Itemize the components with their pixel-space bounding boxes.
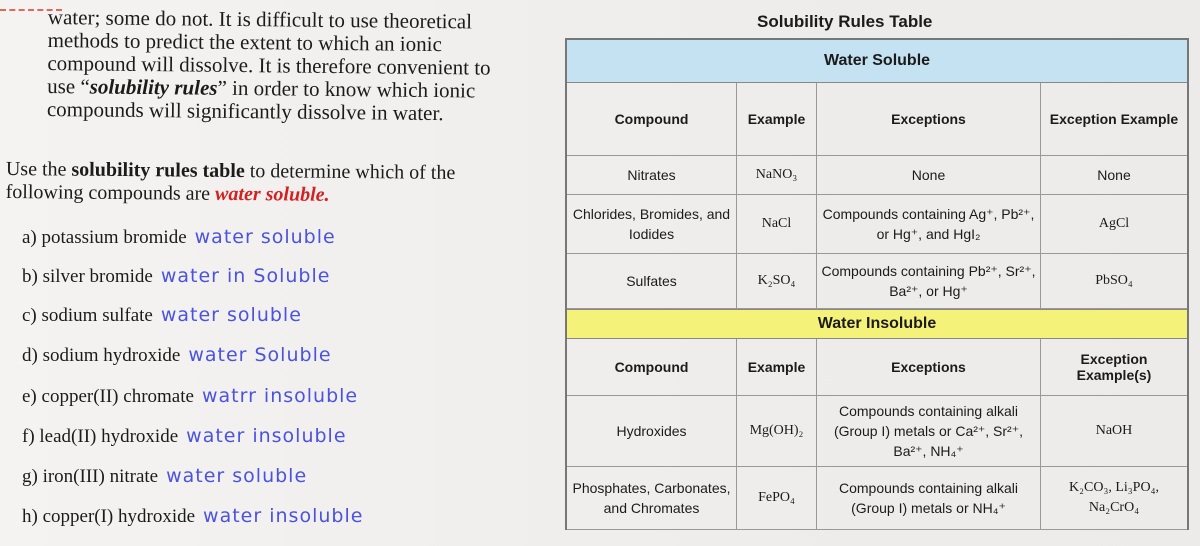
header-compound: Compound	[567, 83, 737, 155]
table-row: Hydroxides Mg(OH)₂ Compounds containing alkali (Group I) metals or Ca²⁺, Sr²⁺, Ba²⁺, NH₄⁺ NaOH	[567, 396, 1187, 467]
handwritten-answer: watrr insoluble	[201, 385, 359, 407]
intro-line: use “solubility rules” in order to know which ionic	[47, 73, 476, 103]
header-example: Example	[737, 83, 817, 155]
handwritten-answer: water Soluble	[188, 344, 332, 366]
question-item: c) sodium sulfate water soluble	[22, 304, 302, 326]
handwritten-answer: water in Soluble	[160, 265, 331, 287]
question-item: a) potassium bromide water soluble	[22, 226, 336, 248]
table-row: Chlorides, Bromides, and Iodides NaCl Compounds containing Ag⁺, Pb²⁺, or Hg⁺, and HgI₂ AgCl	[567, 195, 1187, 254]
intro-paragraph	[47, 6, 548, 126]
solubility-rules-emphasis: solubility rules	[89, 74, 218, 100]
table-row: Phosphates, Carbonates, and Chromates FePO₄ Compounds containing alkali (Group I) metals or NH₄⁺ K₂CO₃, Li₃PO₄, Na₂CrO₄	[567, 467, 1187, 530]
header-exceptions: Exceptions	[817, 83, 1041, 155]
question-item: b) silver bromide water in Soluble	[22, 265, 331, 287]
solubility-rules-table	[557, 0, 1200, 546]
intro-line: water; some do not. It is difficult to use theoretical	[47, 5, 473, 34]
header-exception-example: Exception Example	[1049, 111, 1179, 127]
table-header-row: Compound Example Exceptions Exception Example(s)	[567, 339, 1187, 396]
water-soluble-band: Water Soluble	[567, 40, 1187, 83]
handwritten-answer: water insoluble	[186, 425, 347, 447]
question-item: d) sodium hydroxide water Soluble	[22, 344, 332, 366]
question-item: e) copper(II) chromate watrr insoluble	[22, 385, 359, 407]
water-soluble-highlight: water soluble.	[215, 182, 330, 206]
handwritten-answer: water soluble	[166, 465, 308, 487]
question-item: g) iron(III) nitrate water soluble	[22, 465, 308, 487]
table-body	[565, 38, 1189, 530]
handwritten-answer: water soluble	[194, 226, 336, 248]
question-item: f) lead(II) hydroxide water insoluble	[22, 425, 347, 447]
instruction-text: Use the solubility rules table to determine which of the following compounds are water soluble.	[5, 158, 456, 206]
intro-line: compound will dissolve. It is therefore convenient to	[47, 50, 491, 80]
table-row: Nitrates NaNO₃ None None	[567, 156, 1187, 195]
intro-line: compounds will significantly dissolve in water.	[46, 96, 444, 126]
handwritten-answer: water insoluble	[203, 505, 364, 527]
question-item: h) copper(I) hydroxide water insoluble	[22, 505, 364, 527]
table-header-row	[567, 83, 1187, 156]
question-panel	[0, 0, 560, 546]
intro-line: methods to predict the extent to which an ionic	[47, 27, 442, 57]
table-title: Solubility Rules Table	[757, 12, 933, 31]
water-insoluble-band: Water Insoluble	[567, 309, 1187, 339]
handwritten-answer: water soluble	[160, 304, 302, 326]
table-row: Sulfates K₂SO₄ Compounds containing Pb²⁺, Sr²⁺, Ba²⁺, or Hg⁺ PbSO₄	[567, 254, 1187, 309]
